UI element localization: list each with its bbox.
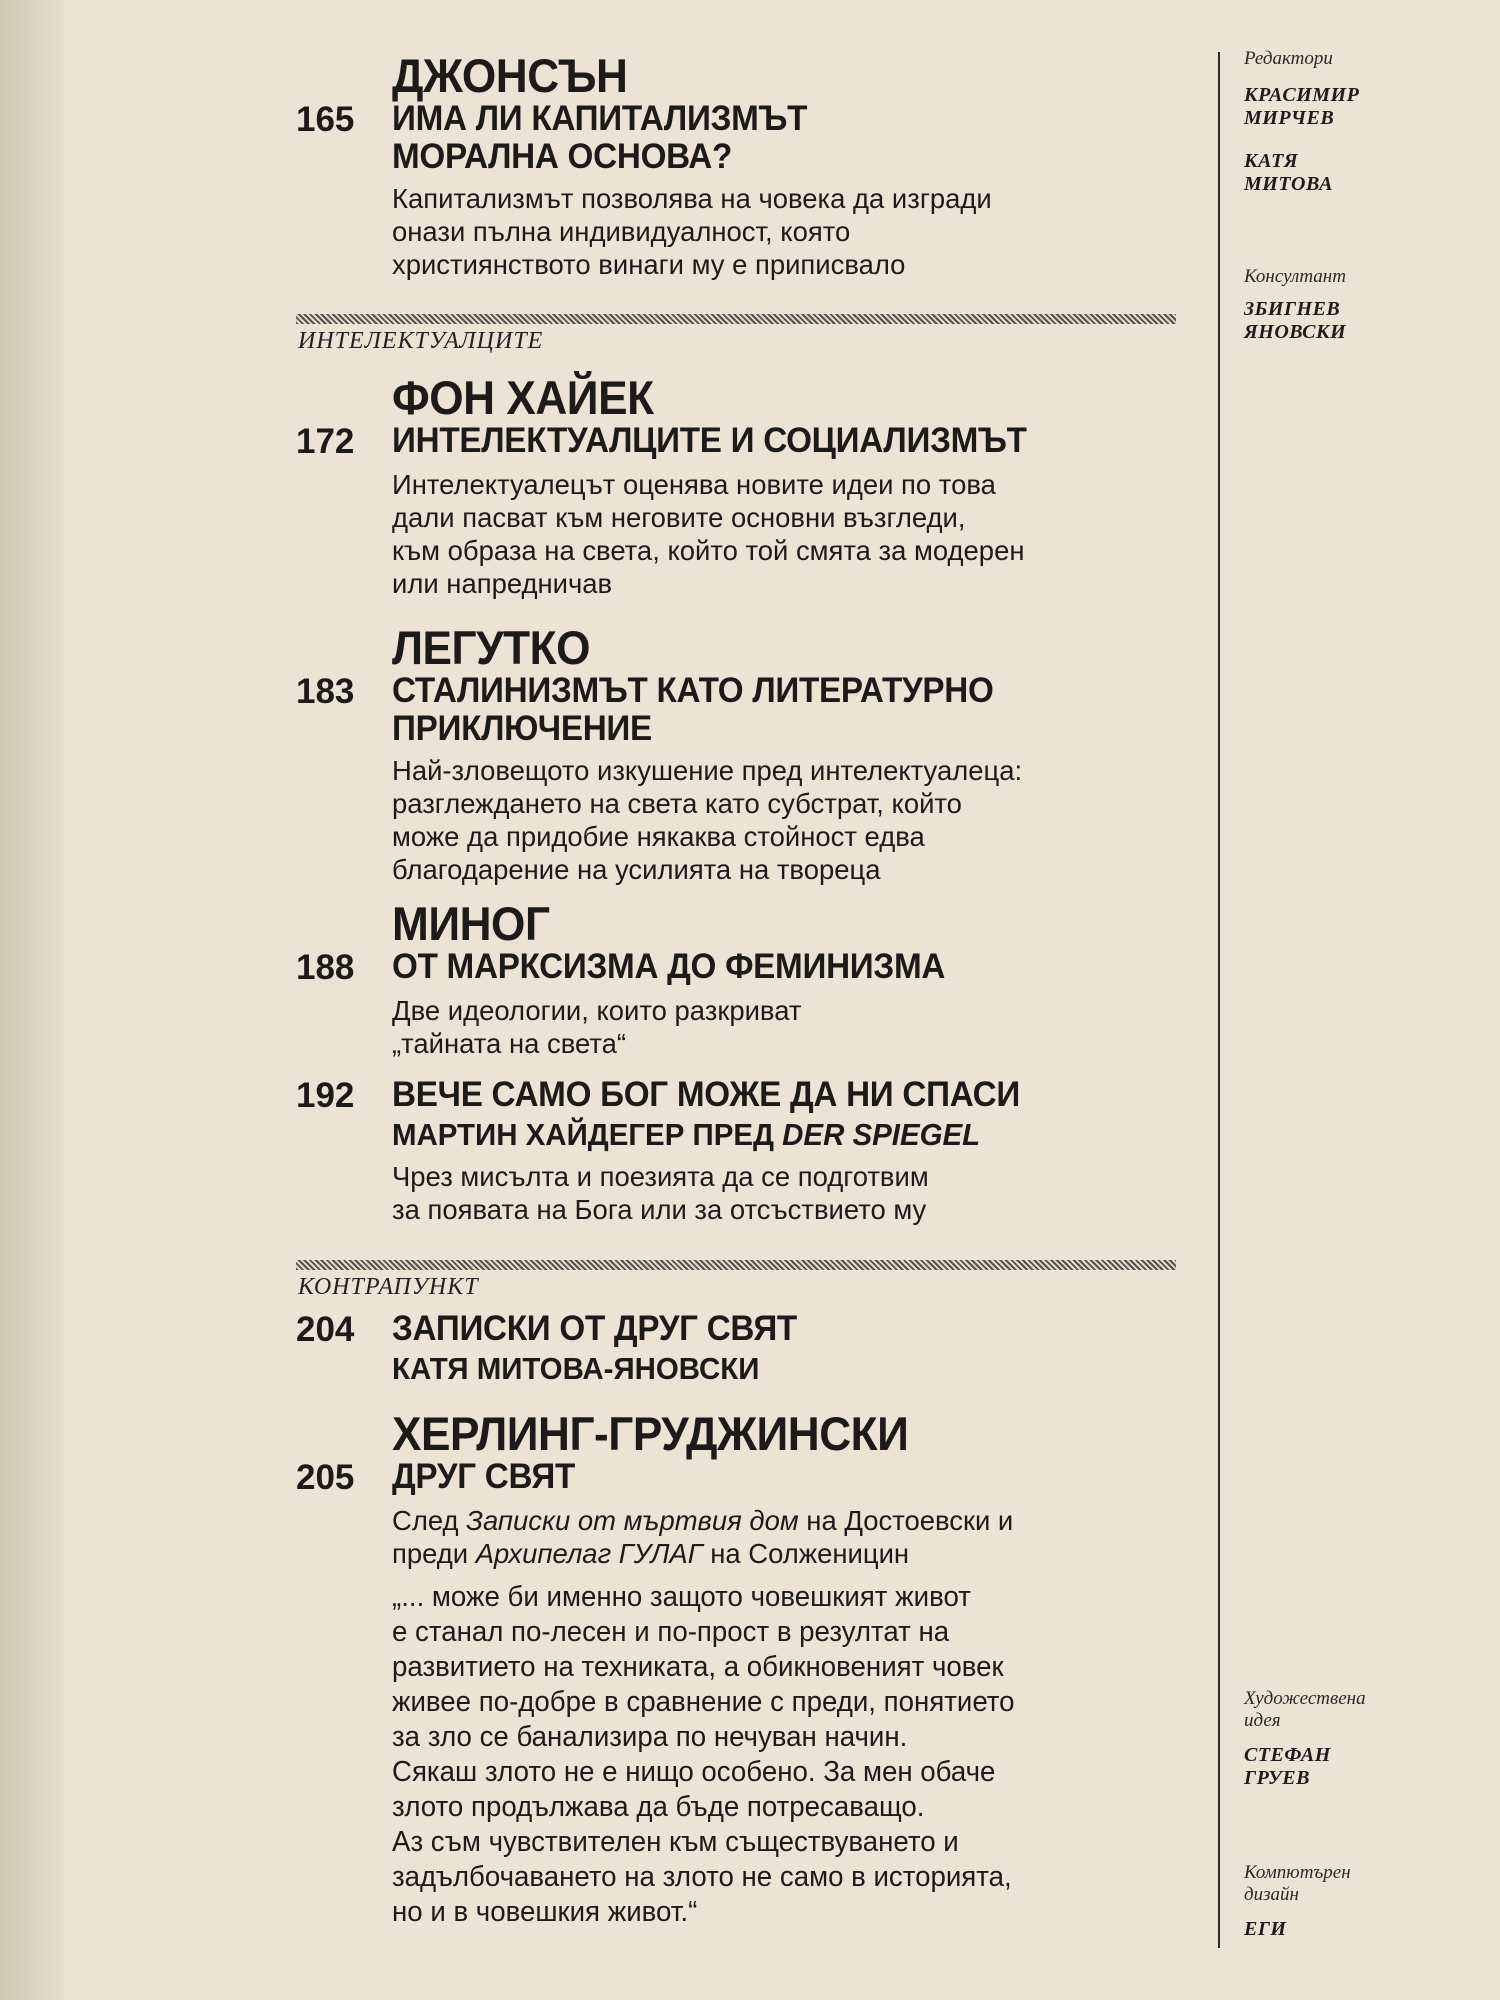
entry-author: ЛЕГУТКО <box>392 621 591 674</box>
entry-quote: „... може би именно защото човешкият живот е станал по-лесен и по-прост в резултат на развитието на техниката, а обикновеният човек живее по-добре в сравнение с преди, понятието за зло се банализира по нечуван начин. Сякаш злото не е нищо особено. За мен обаче злото продължава да бъде потресаващо. Аз съм чувствителен към съществуването и задълбочаването на злото не само в историята, но и в човешкия живот.“ <box>392 1581 1015 1928</box>
magazine-page <box>64 0 1500 2000</box>
entry-title-line: ИМА ЛИ КАПИТАЛИЗМЪТ <box>392 99 808 138</box>
toc-entry-notes <box>296 1310 1176 1388</box>
entry-author: ХЕРЛИНГ-ГРУДЖИНСКИ <box>392 1407 909 1460</box>
entry-title: ДРУГ СВЯТ <box>392 1457 576 1496</box>
entry-subtitle-italic: DER SPIEGEL <box>782 1117 981 1152</box>
masthead-design <box>1244 1862 1351 1941</box>
masthead-art <box>1244 1688 1366 1790</box>
toc-entry-johnson <box>296 49 1176 281</box>
entry-description <box>392 1504 1160 1570</box>
entry-page-number: 188 <box>296 948 355 987</box>
entry-title-line: ПРИКЛЮЧЕНИЕ <box>392 709 652 748</box>
role-label: идея <box>1244 1710 1281 1731</box>
toc-entry-legutko <box>296 621 1176 886</box>
entry-title-line: СТАЛИНИЗМЪТ КАТО ЛИТЕРАТУРНО <box>392 671 994 710</box>
book-title: Архипелаг ГУЛАГ <box>475 1538 703 1569</box>
section-label-intellectuals: ИНТЕЛЕКТУАЛЦИТЕ <box>298 328 544 354</box>
entry-title: ОТ МАРКСИЗМА ДО ФЕМИНИЗМА <box>392 947 946 986</box>
entry-description: Най-зловещото изкушение пред интелектуалеца: разглеждането на света като субстрат, който може да придобие някаква стойност едва благодарение на усилията на твореца <box>392 755 1023 885</box>
entry-description: Чрез мисълта и поезията да се подготвим за появата на Бога или за отсъствието му <box>392 1161 929 1225</box>
entry-title-line: МОРАЛНА ОСНОВА? <box>392 137 732 176</box>
page-gutter <box>0 0 65 2000</box>
staff-name: СТЕФАН <box>1244 1744 1331 1766</box>
role-label: Консултант <box>1244 266 1346 287</box>
description-text: преди <box>392 1538 476 1569</box>
entry-page-number: 205 <box>296 1458 355 1497</box>
role-label: Компютърен <box>1244 1862 1351 1883</box>
entry-author: ДЖОНСЪН <box>392 49 628 102</box>
entry-description: Интелектуалецът оценява новите идеи по това дали пасват към неговите основни възгледи, към образа на света, който той смята за модерен или напредничав <box>392 469 1025 599</box>
entry-subtitle: КАТЯ МИТОВА-ЯНОВСКИ <box>392 1351 760 1386</box>
description-line <box>392 1537 1160 1570</box>
entry-page-number: 192 <box>296 1076 355 1115</box>
staff-name: КРАСИМИР <box>1244 84 1360 106</box>
entry-subtitle <box>392 1116 1137 1154</box>
toc-entry-herling <box>296 1407 1176 1930</box>
entry-title: ВЕЧЕ САМО БОГ МОЖЕ ДА НИ СПАСИ <box>392 1075 1020 1114</box>
toc-entry-minogue <box>296 897 1176 1060</box>
description-text: на Достоевски и <box>798 1505 1014 1536</box>
staff-name: ГРУЕВ <box>1244 1767 1310 1789</box>
section-divider <box>296 314 1176 324</box>
entry-author: ФОН ХАЙЕК <box>392 371 654 424</box>
description-text: След <box>392 1505 467 1536</box>
staff-name: МИРЧЕВ <box>1244 107 1335 129</box>
entry-description: Две идеологии, които разкриват „тайната на света“ <box>392 995 802 1059</box>
entry-subtitle-text: МАРТИН ХАЙДЕГЕР ПРЕД <box>392 1117 783 1152</box>
role-label: дизайн <box>1244 1884 1299 1905</box>
section-divider <box>296 1260 1176 1270</box>
entry-page-number: 172 <box>296 422 355 461</box>
staff-name: МИТОВА <box>1244 173 1333 195</box>
staff-name: КАТЯ <box>1244 150 1299 172</box>
entry-page-number: 165 <box>296 100 355 139</box>
role-label: Художествена <box>1244 1688 1366 1709</box>
masthead-consultant <box>1244 266 1346 344</box>
masthead-editors <box>1244 48 1359 196</box>
toc-entry-heidegger <box>296 1076 1176 1226</box>
entry-page-number: 204 <box>296 1310 355 1349</box>
toc-entry-hayek <box>296 371 1176 600</box>
section-label-counterpoint: КОНТРАПУНКТ <box>298 1274 479 1300</box>
staff-name: ЗБИГНЕВ <box>1244 298 1341 320</box>
book-title: Записки от мъртвия дом <box>466 1505 799 1536</box>
entry-page-number: 183 <box>296 672 355 711</box>
entry-title: ЗАПИСКИ ОТ ДРУГ СВЯТ <box>392 1309 797 1348</box>
description-text: на Солженицин <box>702 1538 910 1569</box>
entry-author: МИНОГ <box>392 897 550 950</box>
description-line <box>392 1504 1160 1537</box>
entry-description: Капитализмът позволява на човека да изгради онази пълна индивидуалност, която християнството винаги му е приписвало <box>392 183 992 280</box>
role-label: Редактори <box>1244 48 1333 69</box>
column-rule <box>1218 52 1220 1948</box>
staff-name: ЯНОВСКИ <box>1244 321 1347 343</box>
staff-name: ЕГИ <box>1244 1918 1287 1940</box>
entry-title: ИНТЕЛЕКТУАЛЦИТЕ И СОЦИАЛИЗМЪТ <box>392 421 1027 460</box>
